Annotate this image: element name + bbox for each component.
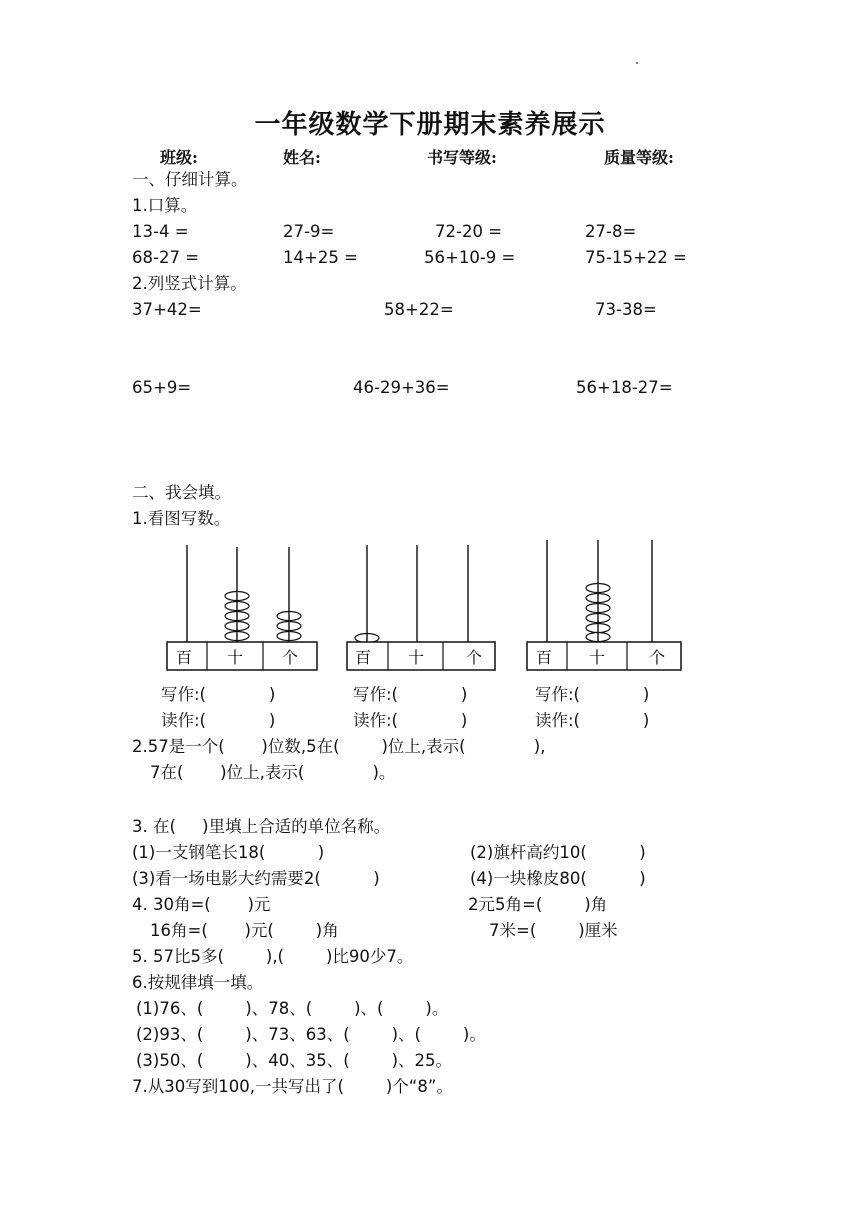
writing-grade-label: 书写等级: [427, 148, 497, 167]
oral-calc-item: 72-20 = [435, 222, 503, 241]
place-label-tens: 十 [407, 648, 425, 667]
vertical-calc-item: 73-38= [595, 300, 657, 319]
stray-dot [636, 62, 638, 64]
oral-calc-item: 27-8= [585, 222, 637, 241]
pattern-item-1: (1)76、( )、78、( )、( )。 [136, 999, 449, 1018]
quality-grade-label: 质量等级: [604, 148, 674, 167]
abacus-3 [527, 540, 681, 670]
pattern-item-3: (3)50、( )、40、35、( )、25。 [136, 1051, 453, 1070]
abacus-figures [160, 535, 700, 675]
vertical-calc-item: 46-29+36= [353, 378, 450, 397]
place-label-ones: 个 [281, 648, 299, 667]
write-blank-3[interactable]: 写作:( ) [535, 685, 650, 704]
vertical-calc-item: 65+9= [132, 378, 192, 397]
place-label-ones: 个 [648, 648, 666, 667]
write-blank-2[interactable]: 写作:( ) [353, 685, 468, 704]
read-blank-2[interactable]: 读作:( ) [353, 711, 468, 730]
class-field-label: 班级: [160, 148, 198, 167]
unit-item-3: (3)看一场电影大约需要2( ) [132, 869, 380, 888]
q1-label: 1.口算。 [132, 196, 198, 215]
section1-heading: 一、仔细计算。 [132, 170, 248, 189]
oral-calc-item: 14+25 = [283, 248, 358, 267]
read-blank-1[interactable]: 读作:( ) [161, 711, 276, 730]
q6-label: 6.按规律填一填。 [132, 973, 264, 992]
q5-text: 5. 57比5多( ),( )比90少7。 [132, 947, 414, 966]
place-label-tens: 十 [588, 648, 606, 667]
oral-calc-item: 56+10-9 = [424, 248, 516, 267]
s2-q1-label: 1.看图写数。 [132, 509, 231, 528]
oral-calc-item: 13-4 = [132, 222, 189, 241]
place-label-hundreds: 百 [535, 648, 553, 667]
q2-line2: 7在( )位上,表示( )。 [150, 763, 396, 782]
tens-beads [586, 584, 610, 642]
name-field-label: 姓名: [283, 148, 321, 167]
length-item: 7米=( )厘米 [489, 921, 618, 940]
section2-heading: 二、我会填。 [132, 483, 231, 502]
place-label-hundreds: 百 [175, 648, 193, 667]
money-item-2: 2元5角=( )角 [468, 895, 608, 914]
q2-line1: 2.57是一个( )位数,5在( )位上,表示( ), [132, 737, 546, 756]
abacus-1 [167, 545, 317, 670]
money-item-3: 16角=( )元( )角 [150, 921, 339, 940]
q2-label: 2.列竖式计算。 [132, 274, 247, 293]
read-blank-3[interactable]: 读作:( ) [535, 711, 650, 730]
vertical-calc-item: 37+42= [132, 300, 202, 319]
page-title: 一年级数学下册期末素养展示 [254, 110, 606, 140]
place-label-ones: 个 [465, 648, 483, 667]
write-blank-1[interactable]: 写作:( ) [161, 685, 276, 704]
oral-calc-item: 75-15+22 = [585, 248, 687, 267]
place-label-hundreds: 百 [354, 648, 372, 667]
q3-label: 3. 在( )里填上合适的单位名称。 [132, 817, 391, 836]
vertical-calc-item: 58+22= [384, 300, 454, 319]
unit-item-1: (1)一支钢笔长18( ) [132, 843, 325, 862]
pattern-item-2: (2)93、( )、73、63、( )、( )。 [136, 1025, 486, 1044]
vertical-calc-item: 56+18-27= [576, 378, 673, 397]
unit-item-2: (2)旗杆高约10( ) [470, 843, 646, 862]
q7-text: 7.从30写到100,一共写出了( )个“8”。 [132, 1077, 453, 1096]
unit-item-4: (4)一块橡皮80( ) [470, 869, 646, 888]
oral-calc-item: 68-27 = [132, 248, 200, 267]
abacus-2 [347, 545, 495, 670]
oral-calc-item: 27-9= [283, 222, 335, 241]
money-item-1: 4. 30角=( )元 [132, 895, 271, 914]
place-label-tens: 十 [226, 648, 244, 667]
